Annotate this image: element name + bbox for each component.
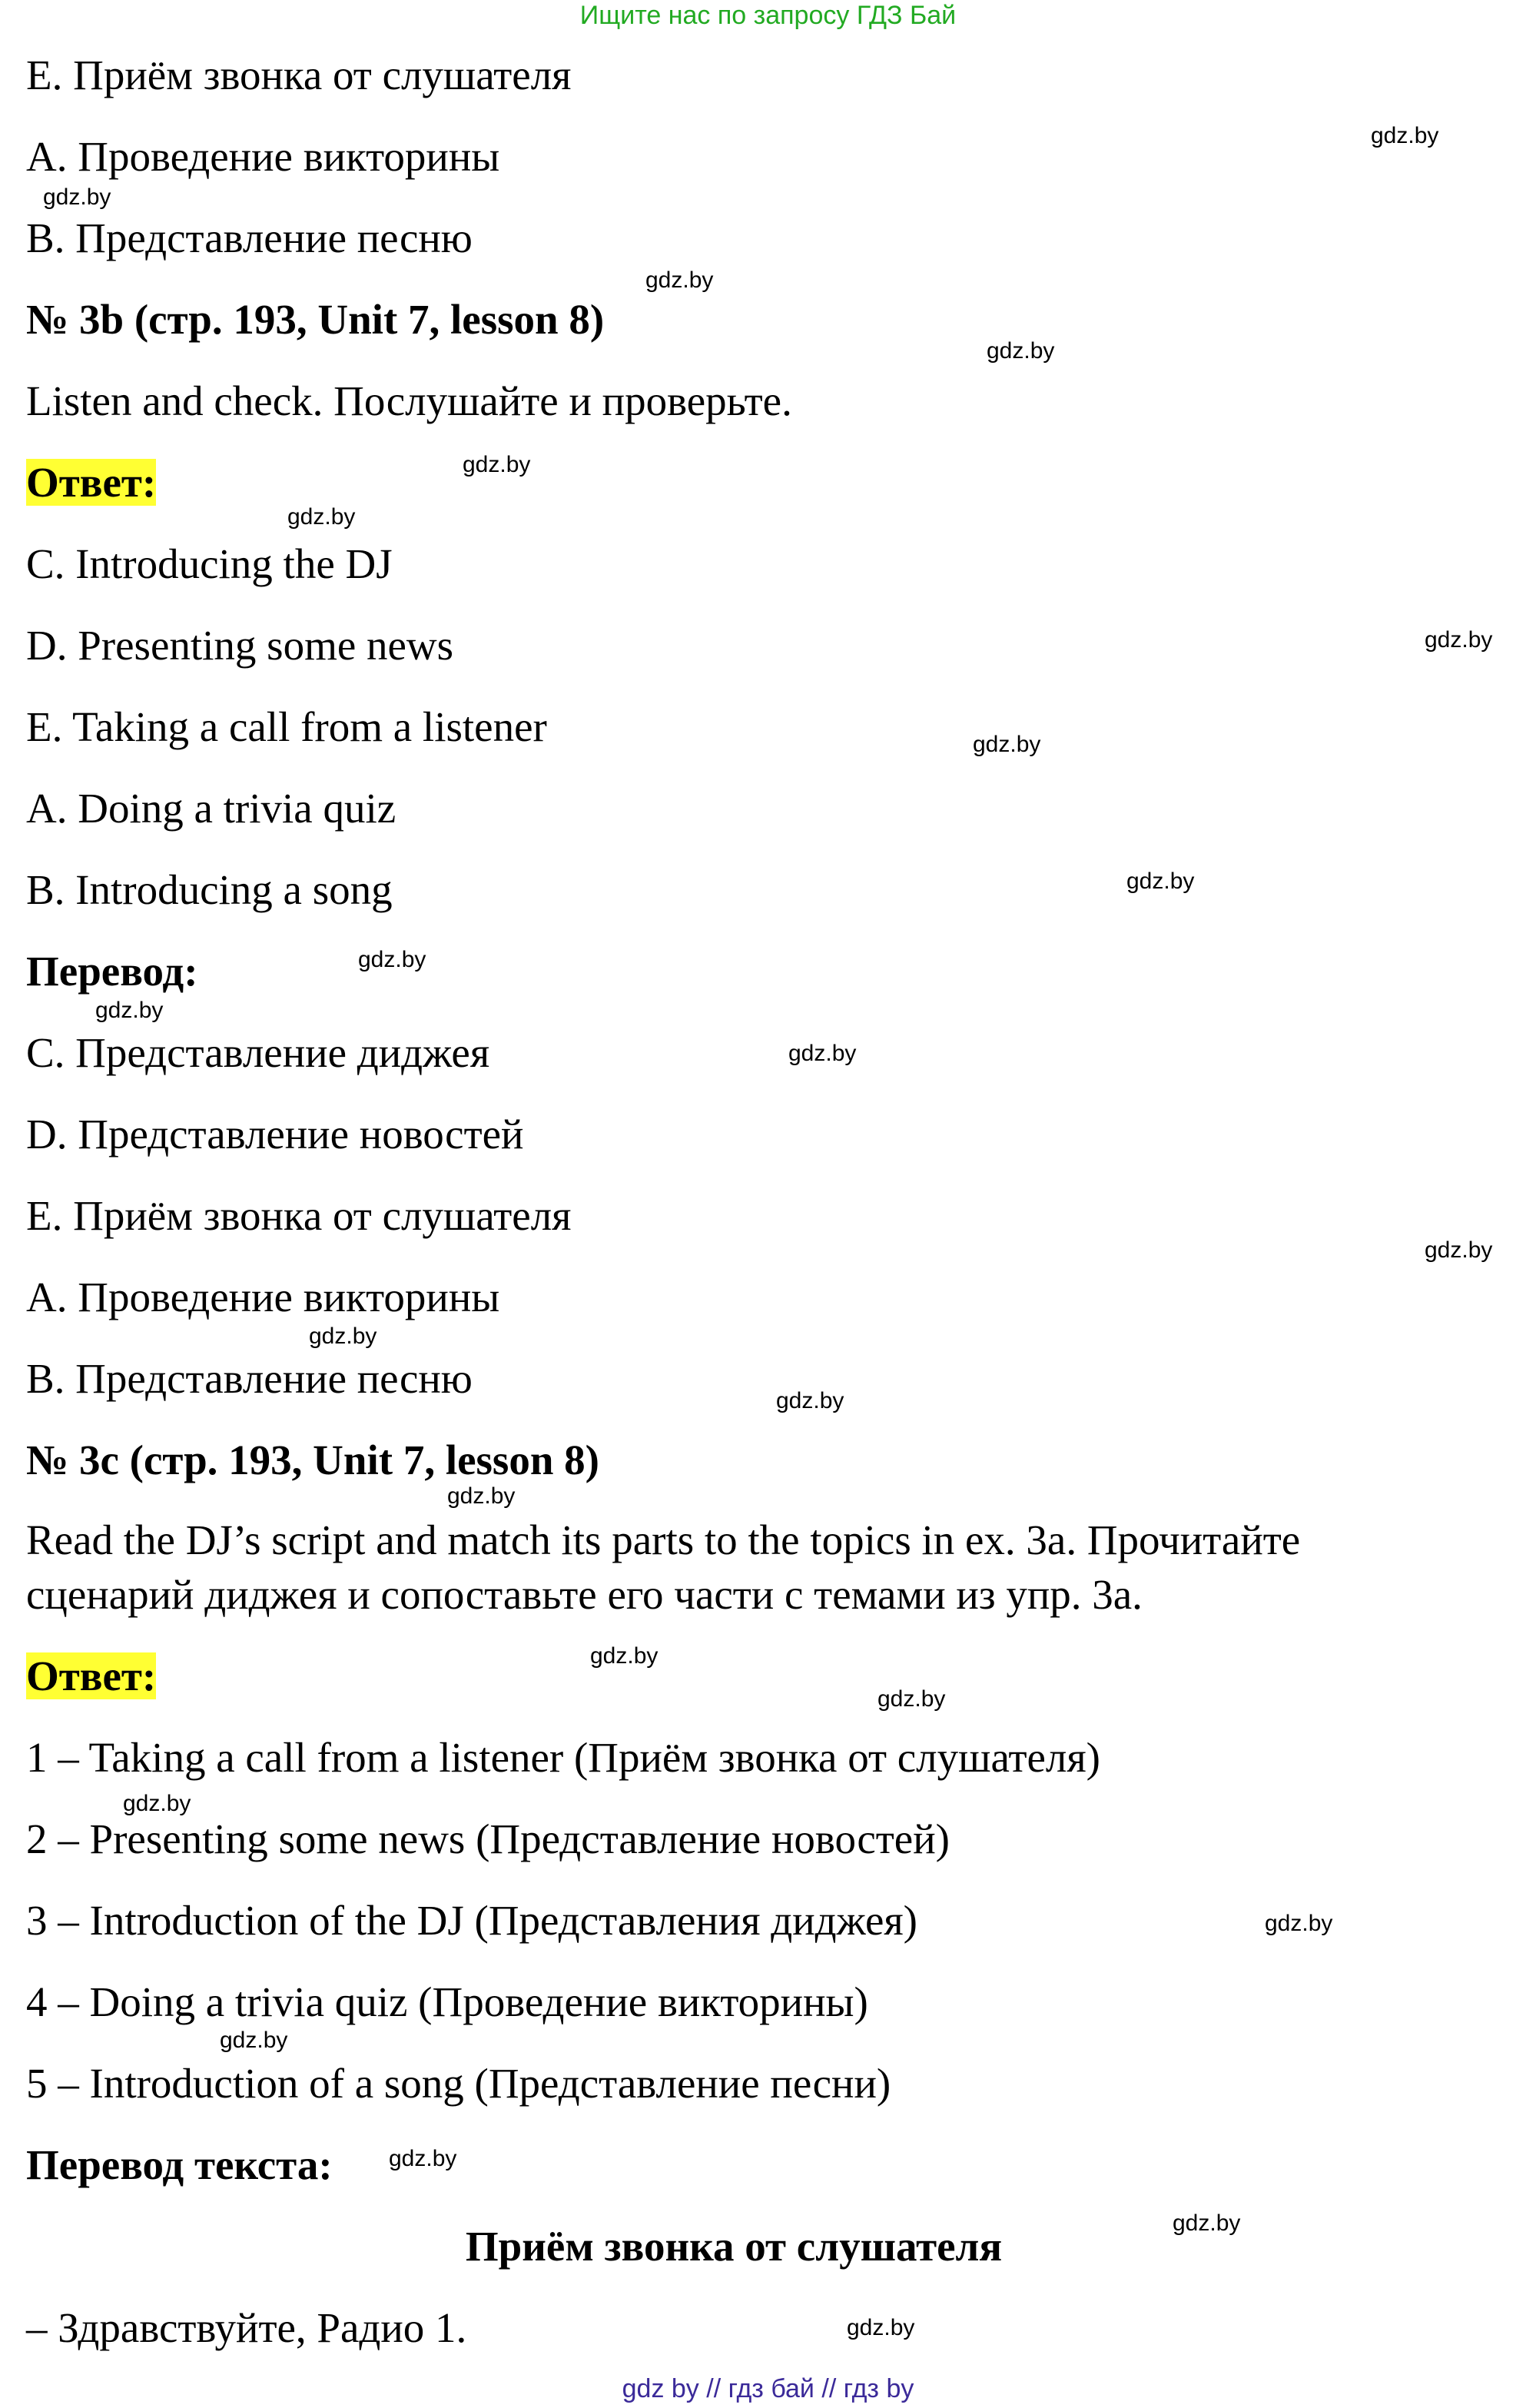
watermark: gdz.by xyxy=(645,267,714,293)
answer-option-a: A. Doing a trivia quiz xyxy=(26,785,396,832)
match-item-2: 2 – Presenting some news (Представление новостей) xyxy=(26,1815,950,1862)
match-item-1: 1 – Taking a call from a listener (Приём звонка от слушателя) xyxy=(26,1734,1100,1781)
watermark: gdz.by xyxy=(1425,627,1493,653)
watermark: gdz.by xyxy=(847,2315,915,2340)
watermark: gdz.by xyxy=(1371,123,1439,148)
translation-label: Перевод: xyxy=(26,948,198,995)
watermark: gdz.by xyxy=(1425,1237,1493,1263)
bottom-banner[interactable]: gdz by // гдз бай // гдз by xyxy=(622,2374,914,2403)
watermark: gdz.by xyxy=(877,1686,946,1712)
watermark: gdz.by xyxy=(287,504,356,530)
answer-option-b: B. Introducing a song xyxy=(26,866,393,913)
match-item-5: 5 – Introduction of a song (Представление песни) xyxy=(26,2060,891,2107)
exercise-3c-heading: № 3c (стр. 193, Unit 7, lesson 8) xyxy=(26,1436,599,1483)
exercise-3b-task: Listen and check. Послушайте и проверьте. xyxy=(26,377,792,424)
exercise-3c-task-line1: Read the DJ’s script and match its parts to the topics in ex. 3a. Прочитайте xyxy=(26,1516,1301,1563)
translation-option-a: A. Проведение викторины xyxy=(26,1274,500,1320)
option-a-ru: A. Проведение викторины xyxy=(26,133,500,180)
answer-option-d: D. Presenting some news xyxy=(26,622,454,669)
watermark: gdz.by xyxy=(358,947,426,972)
section-title: Приём звонка от слушателя xyxy=(465,2223,1003,2270)
match-item-3: 3 – Introduction of the DJ (Представления диджея) xyxy=(26,1897,917,1944)
watermark: gdz.by xyxy=(973,732,1041,757)
text-translation-label: Перевод текста: xyxy=(26,2141,333,2188)
answer-label-2 xyxy=(26,1649,156,1703)
watermark: gdz.by xyxy=(220,2028,288,2053)
watermark: gdz.by xyxy=(95,998,164,1023)
answer-option-c: C. Introducing the DJ xyxy=(26,540,393,587)
watermark: gdz.by xyxy=(1126,869,1195,894)
watermark: gdz.by xyxy=(309,1324,377,1349)
watermark: gdz.by xyxy=(788,1041,857,1066)
translation-option-e: E. Приём звонка от слушателя xyxy=(26,1192,572,1239)
watermark: gdz.by xyxy=(776,1388,844,1413)
answer-highlight-2: Ответ: xyxy=(26,1652,157,1699)
watermark: gdz.by xyxy=(987,338,1055,364)
translation-option-c: C. Представление диджея xyxy=(26,1029,490,1076)
exercise-3c-task-line2: сценарий диджея и сопоставьте его части с темами из упр. 3a. xyxy=(26,1571,1143,1618)
option-e-ru: E. Приём звонка от слушателя xyxy=(26,51,572,98)
translation-option-b: B. Представление песню xyxy=(26,1355,473,1402)
watermark: gdz.by xyxy=(43,184,111,210)
watermark: gdz.by xyxy=(1265,1911,1333,1936)
match-item-4: 4 – Doing a trivia quiz (Проведение викторины) xyxy=(26,1978,868,2025)
translation-option-d: D. Представление новостей xyxy=(26,1111,524,1158)
watermark: gdz.by xyxy=(447,1483,516,1509)
watermark: gdz.by xyxy=(389,2146,457,2171)
watermark: gdz.by xyxy=(1173,2210,1241,2236)
answer-option-e: E. Taking a call from a listener xyxy=(26,703,547,750)
dialogue-line-1: – Здравствуйте, Радио 1. xyxy=(26,2304,467,2351)
exercise-3b-heading: № 3b (стр. 193, Unit 7, lesson 8) xyxy=(26,296,605,343)
option-b-ru: B. Представление песню xyxy=(26,214,473,261)
top-banner[interactable]: Ищите нас по запросу ГДЗ Бай xyxy=(579,1,957,30)
answer-label xyxy=(26,456,156,510)
watermark: gdz.by xyxy=(123,1791,191,1816)
answer-highlight: Ответ: xyxy=(26,459,157,506)
watermark: gdz.by xyxy=(590,1643,659,1669)
watermark: gdz.by xyxy=(463,452,531,477)
